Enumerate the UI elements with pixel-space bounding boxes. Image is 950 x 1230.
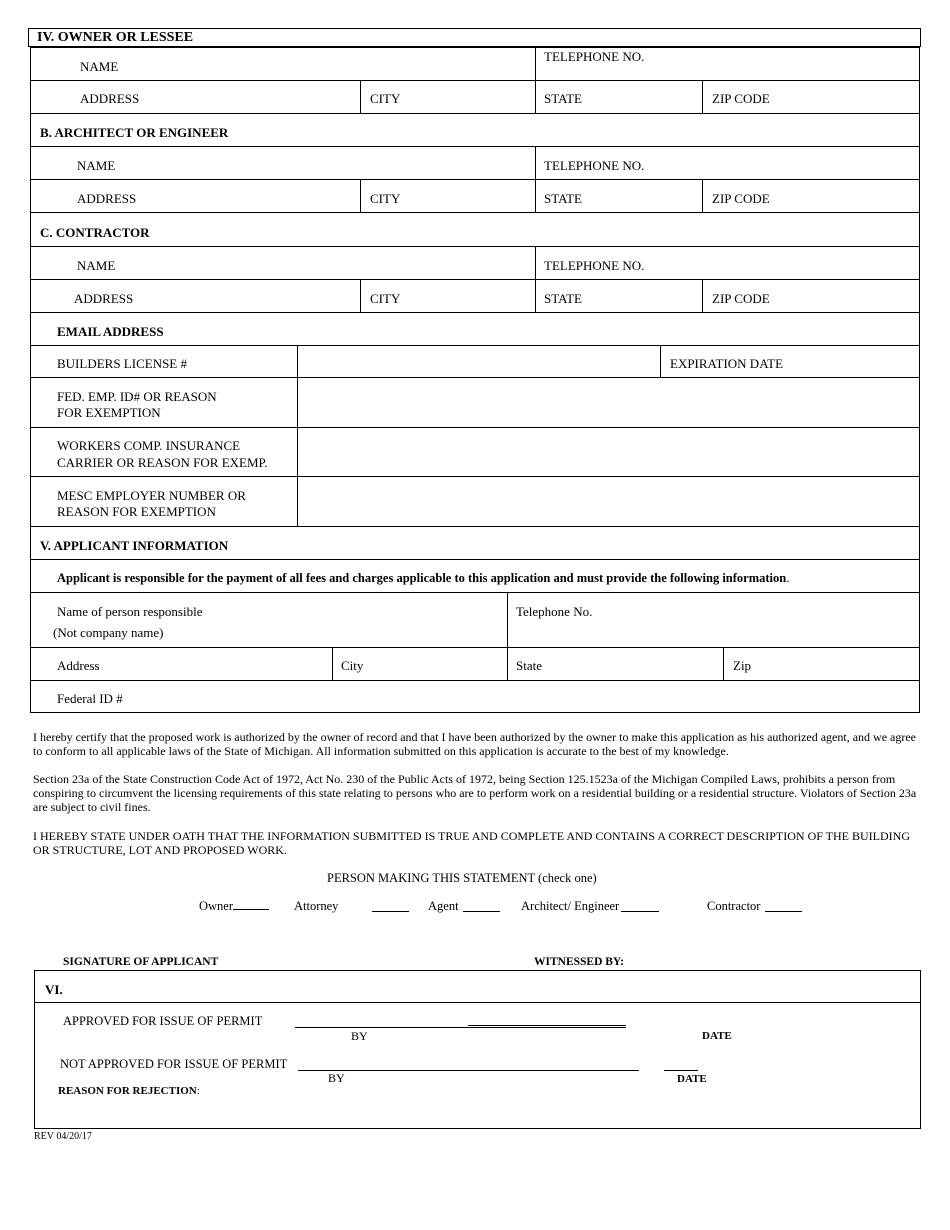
option-contractor-label: Contractor — [707, 899, 761, 913]
mesc-label-line2: REASON FOR EXEMPTION — [57, 504, 216, 519]
section-c-title: C. CONTRACTOR — [40, 225, 150, 240]
section-vi-title: VI. — [45, 982, 63, 997]
applicant-city-label: City — [341, 658, 364, 673]
applicant-zip-label: Zip — [733, 658, 752, 673]
workers-comp-label-line2: CARRIER OR REASON FOR EXEMP. — [57, 455, 268, 470]
contractor-state-label: STATE — [544, 291, 582, 306]
expiration-date-label: EXPIRATION DATE — [670, 356, 784, 371]
option-attorney[interactable] — [294, 899, 338, 914]
reason-for-rejection-field[interactable] — [200, 1082, 915, 1124]
option-owner-label: Owner — [199, 899, 234, 913]
section-23a-paragraph: Section 23a of the State Construction Code Act of 1972, Act No. 230 of the Public Acts of 1972, being Section 125.1523a of the Michigan Compiled Laws, prohibits a person from conspiring to circumvent the licensing requirements of this state relating to persons who are to perform work on a residential building or a residential structure. Violators of Section 23a are subject to civil fines. — [33, 772, 917, 814]
signature-of-applicant-label: SIGNATURE OF APPLICANT — [63, 956, 219, 968]
witnessed-by-label: WITNESSED BY: — [534, 956, 625, 968]
fed-emp-label-line2: FOR EXEMPTION — [57, 405, 161, 420]
builders-license-label: BUILDERS LICENSE # — [57, 356, 187, 371]
option-architect-engineer-label: Architect/ Engineer — [521, 899, 620, 913]
approved-by-signature-line-bold — [468, 1025, 626, 1026]
agent-check-blank[interactable] — [463, 900, 500, 912]
contractor-telephone-label: TELEPHONE NO. — [544, 258, 645, 273]
not-approved-date-line[interactable] — [664, 1058, 698, 1071]
owner-city-label: CITY — [370, 91, 401, 106]
approved-by-label: BY — [351, 1029, 368, 1043]
federal-id-label: Federal ID # — [57, 691, 123, 706]
section-b-title: B. ARCHITECT OR ENGINEER — [40, 125, 229, 140]
builders-license-field[interactable] — [299, 347, 659, 376]
architect-telephone-label: TELEPHONE NO. — [544, 158, 645, 173]
fed-emp-label-line1: FED. EMP. ID# OR REASON — [57, 389, 217, 404]
mesc-field[interactable] — [299, 478, 918, 525]
contractor-city-label: CITY — [370, 291, 401, 306]
not-company-name-label: (Not company name) — [53, 625, 164, 640]
reason-for-rejection-colon: : — [196, 1085, 200, 1097]
option-owner[interactable] — [199, 899, 269, 914]
architect-city-label: CITY — [370, 191, 401, 206]
not-approved-by-label: BY — [328, 1071, 345, 1085]
approved-by-signature-line[interactable] — [295, 1015, 626, 1028]
option-agent[interactable] — [428, 899, 459, 914]
applicant-notice — [57, 571, 789, 586]
person-responsible-label: Name of person responsible — [57, 604, 203, 619]
applicant-notice-text: Applicant is responsible for the payment of all fees and charges applicable to this application and must provide the following information — [57, 571, 787, 585]
contractor-zip-label: ZIP CODE — [712, 291, 770, 306]
person-making-statement-label: PERSON MAKING THIS STATEMENT (check one) — [327, 871, 597, 885]
owner-name-label: NAME — [80, 59, 119, 74]
applicant-telephone-label: Telephone No. — [516, 604, 593, 619]
oath-paragraph: I HEREBY STATE UNDER OATH THAT THE INFORMATION SUBMITTED IS TRUE AND COMPLETE AND CONTAINS A CORRECT DESCRIPTION OF THE BUILDING OR STRUCTURE, LOT AND PROPOSED WORK. — [33, 829, 911, 857]
owner-check-blank[interactable] — [233, 899, 269, 910]
section-v-title: V. APPLICANT INFORMATION — [40, 538, 229, 553]
not-approved-for-issue-label: NOT APPROVED FOR ISSUE OF PERMIT — [60, 1057, 288, 1071]
workers-comp-label-line1: WORKERS COMP. INSURANCE — [57, 438, 241, 453]
applicant-notice-period: . — [786, 571, 790, 585]
fed-emp-field[interactable] — [299, 379, 918, 426]
applicant-state-label: State — [516, 658, 542, 673]
revision-date: REV 04/20/17 — [34, 1131, 92, 1142]
approved-for-issue-label: APPROVED FOR ISSUE OF PERMIT — [63, 1014, 263, 1028]
attorney-check-blank[interactable] — [372, 900, 409, 912]
owner-state-label: STATE — [544, 91, 582, 106]
option-contractor[interactable] — [707, 899, 760, 914]
architect-check-blank[interactable] — [621, 900, 659, 912]
contractor-check-blank[interactable] — [765, 900, 802, 912]
owner-zip-label: ZIP CODE — [712, 91, 770, 106]
reason-for-rejection-text: REASON FOR REJECTION — [58, 1085, 197, 1097]
contractor-name-label: NAME — [77, 258, 116, 273]
not-approved-by-signature-line[interactable] — [298, 1058, 639, 1071]
architect-zip-label: ZIP CODE — [712, 191, 770, 206]
applicant-address-label: Address — [57, 658, 100, 673]
mesc-label-line1: MESC EMPLOYER NUMBER OR — [57, 488, 246, 503]
architect-name-label: NAME — [77, 158, 116, 173]
expiration-date-field[interactable] — [800, 347, 918, 376]
option-attorney-label: Attorney — [294, 899, 339, 913]
not-approved-date-label: DATE — [677, 1073, 707, 1085]
contractor-address-label: ADDRESS — [74, 291, 134, 306]
owner-address-label: ADDRESS — [80, 91, 140, 106]
option-agent-label: Agent — [428, 899, 459, 913]
approved-date-label: DATE — [702, 1030, 732, 1042]
architect-address-label: ADDRESS — [77, 191, 137, 206]
architect-state-label: STATE — [544, 191, 582, 206]
workers-comp-field[interactable] — [299, 428, 918, 475]
certify-paragraph: I hereby certify that the proposed work is authorized by the owner of record and that I have been authorized by the owner to make this application as his authorized agent, and we agree to conform to all applicable laws of the State of Michigan. All information submitted on this application is accurate to the best of my knowledge. — [33, 730, 917, 758]
email-address-label: EMAIL ADDRESS — [57, 324, 164, 339]
owner-telephone-label: TELEPHONE NO. — [544, 49, 645, 64]
option-architect-engineer[interactable] — [521, 899, 619, 914]
reason-for-rejection-label — [58, 1085, 200, 1097]
section-iv-title: IV. OWNER OR LESSEE — [37, 30, 194, 45]
